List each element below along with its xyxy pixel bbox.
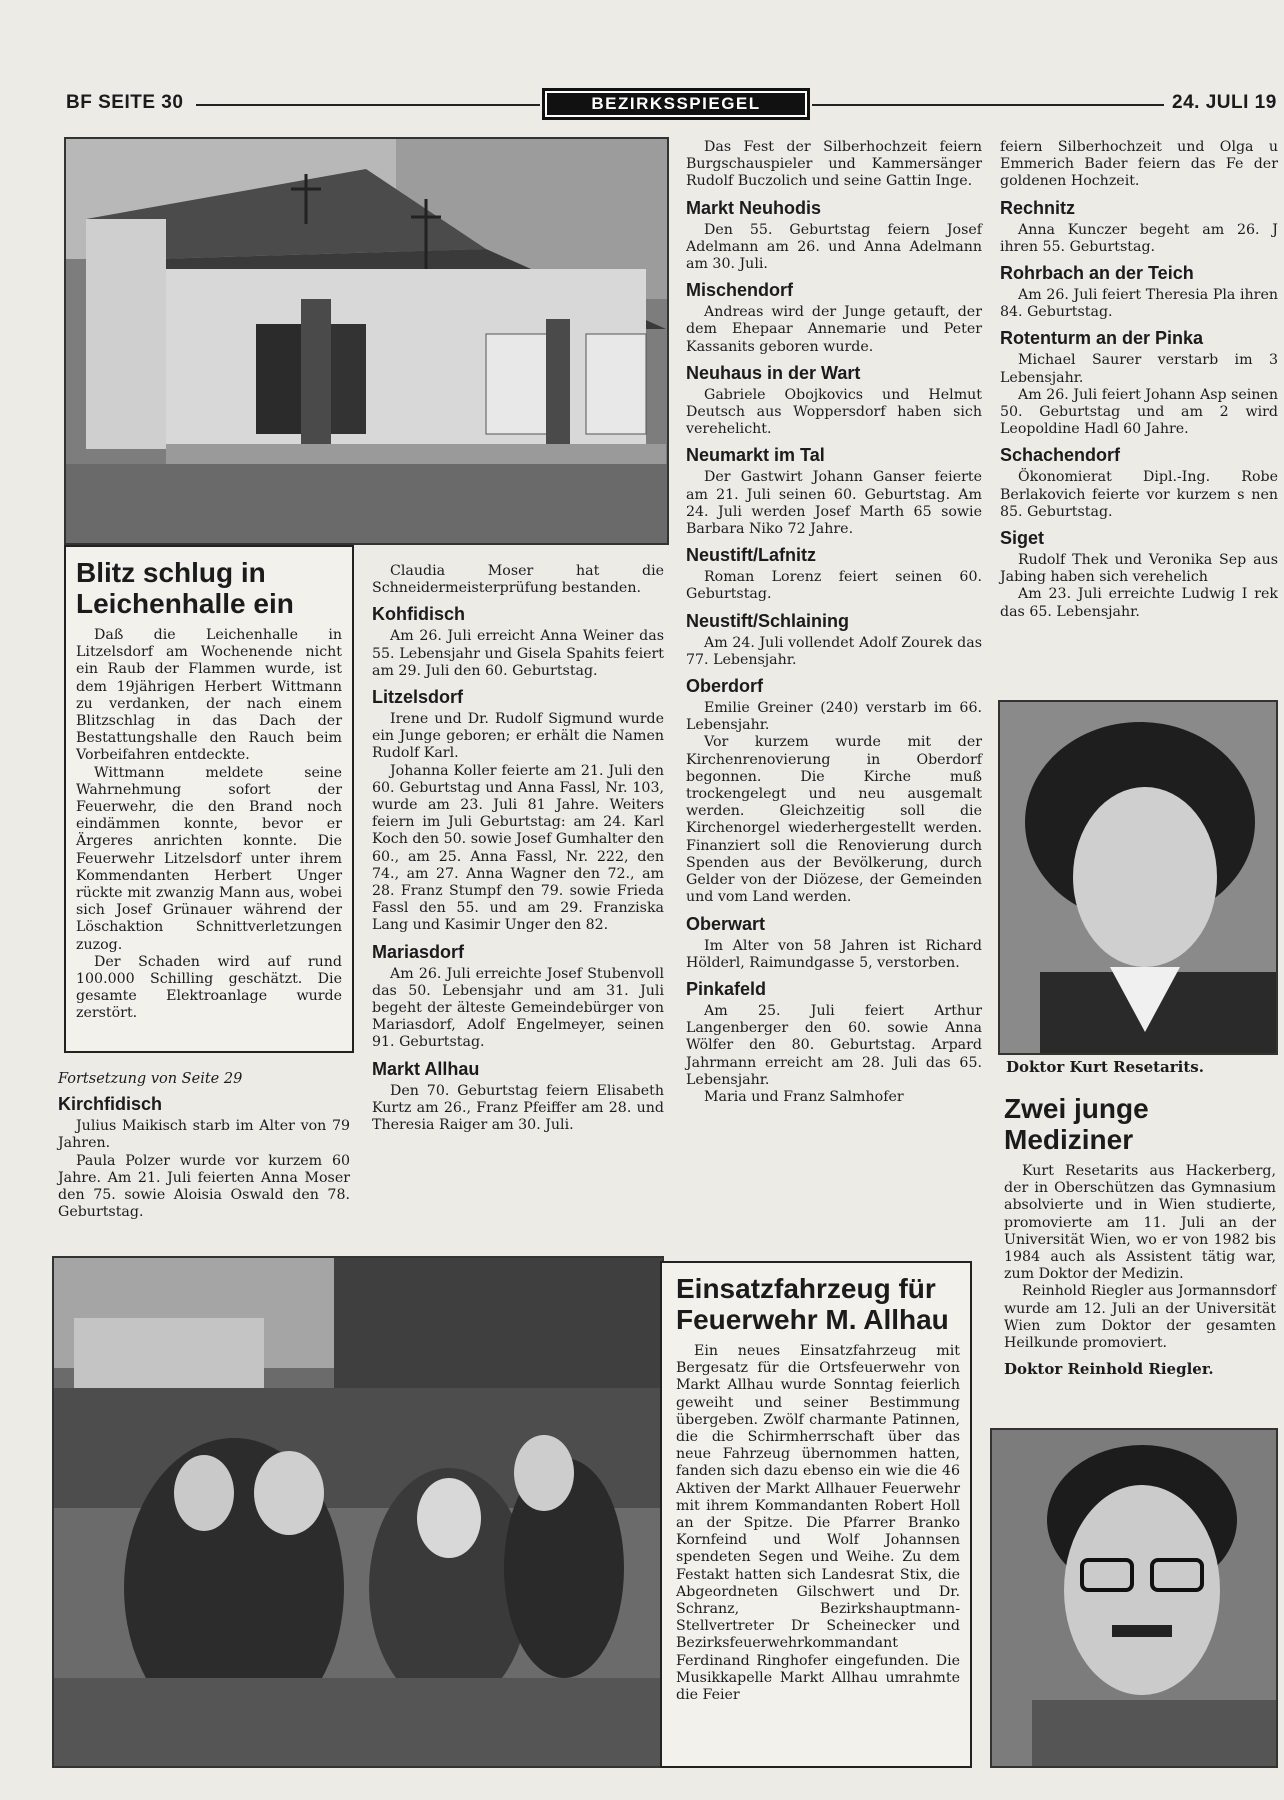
notice-paragraph: Am 26. Juli erreicht Anna Weiner das 55. Lebensjahr und Gisela Spahits feiert am 29. Juli den 60. Geburtstag.	[372, 628, 664, 679]
place-heading: Markt Neuhodis	[686, 197, 822, 218]
place-heading: Rotenturm an der Pinka	[1000, 328, 1204, 349]
place-heading: Oberwart	[686, 913, 766, 934]
place-heading: Pinkafeld	[686, 978, 767, 999]
riegler-caption: Doktor Reinhold Riegler.	[1004, 1360, 1214, 1379]
notice-paragraph: Andreas wird der Junge getauft, der dem Ehepaar Annemarie und Peter Kassanits geboren wurde.	[686, 304, 982, 355]
notice-paragraph: Roman Lorenz feiert seinen 60. Geburtstag.	[686, 569, 982, 603]
column-3	[686, 139, 982, 1106]
notice-paragraph: Michael Saurer verstarb im 3 Lebensjahr.	[1000, 352, 1278, 386]
notice-paragraph: Am 26. Juli feiert Johann Asp seinen 50. Geburtstag und am 2 wird Leopoldine Hadl 60 Jahre.	[1000, 386, 1278, 438]
notice-paragraph: Am 26. Juli erreichte Josef Stubenvoll das 50. Lebensjahr und am 31. Juli begeht der älteste Gemeindebürger von Mariasdorf, Adolf Engelmeyer, seinen 91. Geburtstag.	[372, 965, 664, 1051]
place-heading: Rohrbach an der Teich	[1000, 263, 1194, 284]
mediziner-paragraph: Reinhold Riegler aus Jormannsdorf wurde am 12. Juli an der Universität Wien zum Doktor der gesamten Heilkunde promoviert.	[1004, 1283, 1276, 1352]
einsatz-paragraph: Ein neues Einsatzfahrzeug mit Bergesatz für die Ortsfeuerwehr von Markt Allhau wurde Sonntag feierlich geweiht und seiner Bestimmung übergeben. Zwölf charmante Patinnen, die die Schirmherrschaft über das neue Fahrzeug übernommen hatten, fanden sich dazu ebenso ein wie die 46 Aktiven der Markt Allhauer Feuerwehr mit ihrem Kommandanten Robert Holl an der Spitze. Die Pfarrer Branko Kornfeind und Wolf Johannsen spendeten Segen und Weihe. Zu dem Festakt hatten sich Landesrat Stix, die Abgeordneten Gilschwert und Dr. Schranz, Bezirkshauptmann-Stellvertreter Dr Scheinecker und Bezirksfeuerwehrkommandant Ferdinand Ringhofer eingefunden. Die Musikkapelle Markt Allhau umrahmte die Feier	[676, 1343, 960, 1704]
notice-paragraph: Emilie Greiner (240) verstarb im 66. Lebensjahr.	[686, 700, 982, 734]
page-label: BF SEITE 30	[66, 92, 184, 113]
notice-paragraph: Ökonomierat Dipl.-Ing. Robe Berlakovich feierte vor kurzem s nen 85. Geburtstag.	[1000, 469, 1278, 520]
notice-paragraph: Johanna Koller feierte am 21. Juli den 60. Geburtstag und Anna Fassl, Nr. 103, wurde am 23. Juli 81 Jahre. Weiters feiern im Juli Geburtstag: am 24. Karl Koch den 50. sowie Josef Gumhalter den 60., am 25. Anna Fassl, Nr. 222, den 74., am 27. Anna Wagner den 72., am 28. Franz Stumpf den 79. sowie Frieda Fassl den 55. und am 29. Franziska Lang und Kasimir Unger den 82.	[372, 762, 664, 934]
notice-paragraph: Am 26. Juli feiert Theresia Pla ihren 84. Geburtstag.	[1000, 287, 1278, 321]
notice-paragraph: Am 23. Juli erreichte Ludwig I rek das 65. Lebensjahr.	[1000, 586, 1278, 620]
place-heading: Kirchfidisch	[58, 1094, 163, 1115]
notice-paragraph: Julius Maikisch starb im Alter von 79 Jahren.	[58, 1118, 350, 1152]
header-rule-right	[812, 104, 1164, 106]
church-photo	[64, 137, 669, 545]
place-heading: Mischendorf	[686, 280, 794, 301]
notice-paragraph: Den 55. Geburtstag feiern Josef Adelmann am 26. und Anna Adelmann am 30. Juli.	[686, 221, 982, 273]
place-heading: Rechnitz	[1000, 197, 1076, 218]
place-heading: Markt Allhau	[372, 1058, 480, 1079]
place-heading: Kohfidisch	[372, 604, 465, 625]
notice-paragraph: Der Gastwirt Johann Ganser feierte am 21. Juli seinen 60. Geburtstag. Am 24. Juli werden Josef Marth 65 sowie Barbara Niko 72 Jahre.	[686, 469, 982, 538]
notice-paragraph: Am 25. Juli feiert Arthur Langenberger den 60. sowie Anna Wölfer den 80. Geburtstag. Arpard Jahrmann erreicht am 28. Juli das 65. Lebensjahr.	[686, 1002, 982, 1088]
notice-paragraph: Rudolf Thek und Veronika Sep aus Jabing haben sich verehelich	[1000, 552, 1278, 586]
notice-paragraph: Maria und Franz Salmhofer	[704, 1088, 904, 1105]
continuation-note: Fortsetzung von Seite 29	[58, 1071, 243, 1087]
notice-paragraph: Im Alter von 58 Jahren ist Richard Hölderl, Raimundgasse 5, verstorben.	[686, 937, 982, 971]
notice-paragraph: Irene und Dr. Rudolf Sigmund wurde ein Junge geboren; er erhält die Namen Rudolf Karl.	[372, 711, 664, 762]
notice-paragraph: Den 70. Geburtstag feiern Elisabeth Kurtz am 26., Franz Pfeiffer am 28. und Theresia Raiger am 30. Juli.	[372, 1082, 664, 1134]
place-heading: Neustift/Lafnitz	[686, 545, 816, 566]
place-heading: Neuhaus in der Wart	[686, 362, 861, 383]
notice-paragraph: Anna Kunczer begeht am 26. J ihren 55. Geburtstag.	[1000, 221, 1278, 255]
riegler-photo	[990, 1428, 1278, 1768]
notice-paragraph: Am 24. Juli vollendet Adolf Zourek das 77. Lebensjahr.	[686, 634, 982, 668]
blitz-paragraph: Daß die Leichenhalle in Litzelsdorf am Wochenende nicht ein Raub der Flammen wurde, ist dem 19jährigen Herbert Wittmann zu verdanken, der nach einem Blitzschlag in das Dach der Bestattungshalle den Rauch beim Vorbeifahren entdeckte.	[76, 627, 342, 764]
place-heading: Mariasdorf	[372, 941, 465, 962]
notice-paragraph: Gabriele Obojkovics und Helmut Deutsch aus Woppersdorf haben sich verehelicht.	[686, 386, 982, 438]
leichenhalle-image	[66, 139, 667, 543]
riegler-portrait-image	[992, 1430, 1276, 1766]
einsatz-headline: Einsatzfahrzeug für Feuerwehr M. Allhau	[676, 1273, 949, 1335]
kirchfidisch-article	[58, 1071, 350, 1221]
ceremony-photo	[52, 1256, 664, 1768]
section-title: BEZIRKSSPIEGEL	[547, 93, 805, 115]
column-4	[1000, 139, 1278, 621]
place-heading: Litzelsdorf	[372, 687, 464, 708]
notice-paragraph: feiern Silberhochzeit und Olga u Emmerich Bader feiern das Fe der goldenen Hochzeit.	[1000, 139, 1278, 190]
resetarits-photo	[998, 700, 1278, 1055]
column-2	[372, 563, 664, 1134]
einsatz-article	[660, 1261, 972, 1768]
notice-paragraph: Claudia Moser hat die Schneidermeisterprüfung bestanden.	[372, 563, 664, 597]
blitz-paragraph: Der Schaden wird auf rund 100.000 Schilling geschätzt. Die gesamte Elektroanlage wurde zerstört.	[76, 953, 342, 1022]
notice-paragraph: Das Fest der Silberhochzeit feiern Burgschauspieler und Kammersänger Rudolf Buczolich und seine Gattin Inge.	[686, 139, 982, 190]
resetarits-portrait-image	[1000, 702, 1276, 1053]
mediziner-paragraph: Kurt Resetarits aus Hackerberg, der in Oberschützen das Gymnasium absolvierte und in Wien studierte, promovierte am 11. Juli an der Universität Wien, wo er von 1982 bis 1984 auch als Assistent tätig war, zum Doktor der Medizin.	[1004, 1163, 1276, 1283]
header-rule-left	[196, 104, 540, 106]
place-heading: Siget	[1000, 528, 1045, 549]
resetarits-caption: Doktor Kurt Resetarits.	[1006, 1058, 1204, 1076]
notice-paragraph: Vor kurzem wurde mit der Kirchenrenovierung in Oberdorf begonnen. Die Kirche muß trockengelegt und neu ausgemalt werden. Gleichzeitig soll die Kirchenorgel wiederhergestellt werden. Finanziert soll die Renovierung durch Spenden aus der Bevölkerung, durch Gelder von der Diözese, der Gemeinden und vom Land werden.	[686, 734, 982, 906]
place-heading: Schachendorf	[1000, 445, 1121, 466]
blitz-paragraph: Wittmann meldete seine Wahrnehmung sofort der Feuerwehr, die den Brand noch eindämmen konnte, bevor er Ärgeres anrichten konnte. Die Feuerwehr Litzelsdorf unter ihrem Kommendanten Herbert Unger rückte mit zwanzig Mann aus, wobei sich Josef Grünauer während der Löschaktion Schnittverletzungen zuzog.	[76, 764, 342, 953]
place-heading: Neumarkt im Tal	[686, 445, 825, 466]
blitz-article	[64, 545, 354, 1053]
notice-paragraph: Paula Polzer wurde vor kurzem 60 Jahre. Am 21. Juli feierten Anna Moser den 75. sowie Aloisia Oswald den 78. Geburtstag.	[58, 1152, 350, 1221]
mediziner-headline: Zwei junge Mediziner	[1004, 1093, 1149, 1155]
section-masthead	[542, 88, 810, 120]
blitz-headline: Blitz schlug in Leichenhalle ein	[76, 557, 294, 619]
mediziner-article	[1004, 1093, 1276, 1378]
festakt-image	[54, 1258, 662, 1766]
place-heading: Neustift/Schlaining	[686, 610, 850, 631]
place-heading: Oberdorf	[686, 676, 764, 697]
issue-date: 24. JULI 19	[1172, 92, 1277, 113]
